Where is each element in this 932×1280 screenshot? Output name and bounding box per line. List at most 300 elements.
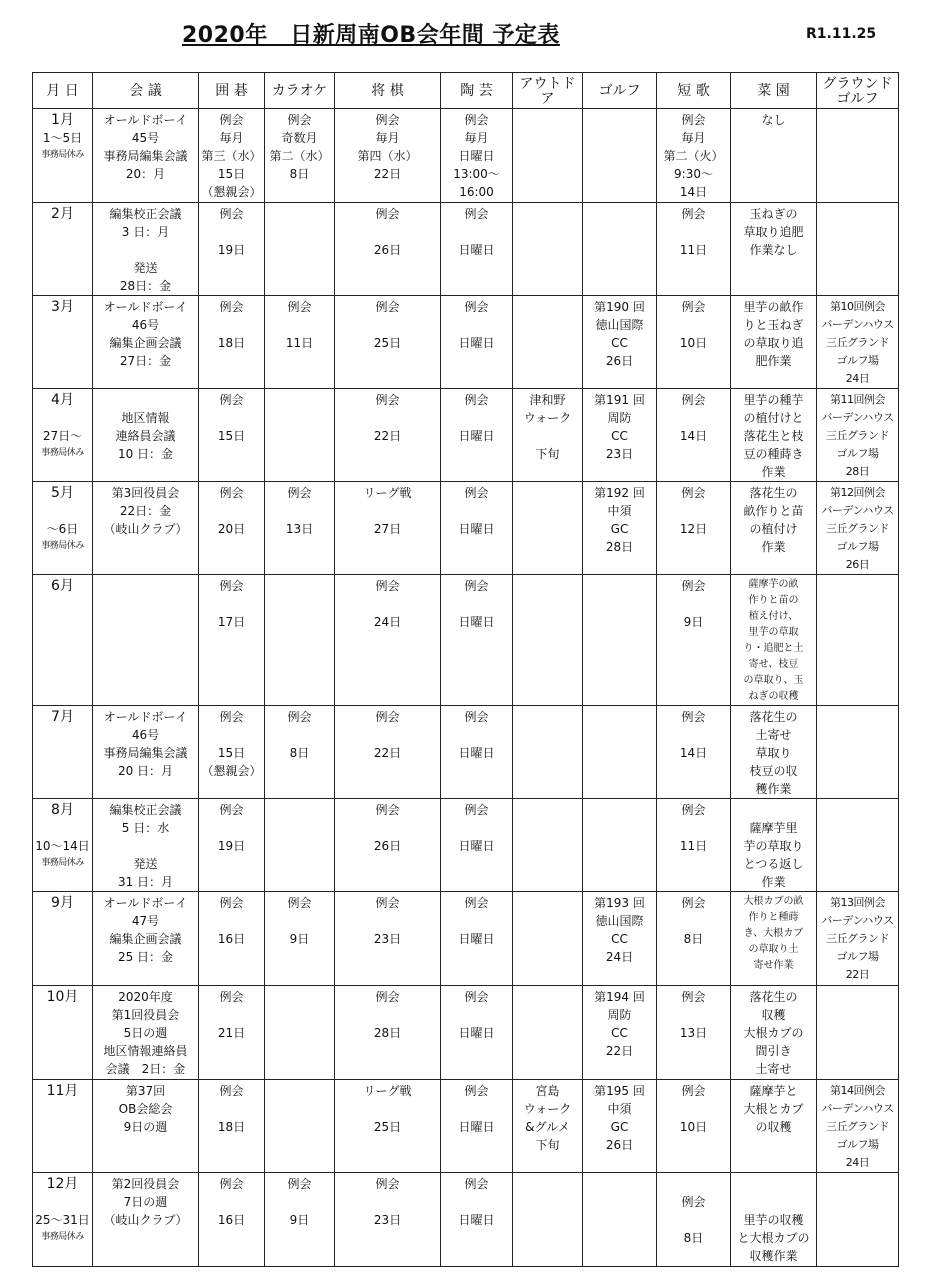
garden-line: の草取り土 — [748, 944, 799, 955]
ground-golf-line: 24日 — [845, 372, 870, 385]
karaoke-line — [266, 316, 333, 334]
month-cell — [33, 203, 93, 296]
pottery-line — [442, 819, 511, 837]
meeting-line: 45号 — [131, 131, 160, 145]
meeting-cell — [93, 575, 199, 706]
month-note: 27日〜 — [42, 429, 83, 443]
karaoke-line: 第二（水） — [269, 149, 330, 163]
pottery-line — [442, 223, 511, 241]
pottery-line: 16:00 — [459, 185, 494, 199]
pottery-line — [442, 595, 511, 613]
garden-cell — [731, 892, 817, 986]
month-note — [34, 502, 91, 520]
go-line: 例会 — [219, 300, 244, 314]
meeting-cell — [93, 203, 199, 296]
ground-golf-line: 三丘グランド — [826, 429, 889, 442]
tanka-line: 14日 — [679, 185, 708, 199]
golf-cell — [583, 892, 657, 986]
month-label: 6月 — [51, 578, 74, 594]
garden-line: 薩摩芋里 — [749, 821, 798, 835]
golf-line: CC — [611, 932, 628, 946]
tanka-line — [658, 316, 729, 334]
go-line — [200, 1006, 263, 1024]
pottery-line — [442, 316, 511, 334]
go-line: 例会 — [219, 113, 244, 127]
golf-line: 23日 — [605, 447, 634, 461]
shogi-cell — [335, 1173, 441, 1267]
garden-line — [732, 801, 815, 819]
ground-golf-cell — [817, 482, 899, 575]
golf-line: 周防 — [607, 1008, 632, 1022]
month-row — [33, 706, 899, 799]
garden-line: き、大根カブ — [743, 928, 804, 939]
ground-golf-cell — [817, 986, 899, 1080]
garden-line: 豆の種蒔き — [743, 447, 804, 461]
outdoor-line — [514, 427, 581, 445]
go-line: 15日 — [217, 746, 246, 760]
garden-cell — [731, 1173, 817, 1267]
pottery-line: 例会 — [464, 300, 489, 314]
karaoke-cell — [265, 892, 335, 986]
karaoke-line — [266, 912, 333, 930]
shogi-line: 22日 — [373, 167, 402, 181]
meeting-line: オールドボーイ — [103, 710, 188, 724]
schedule-table — [32, 72, 899, 1267]
ground-golf-line: バーデンハウス — [821, 504, 894, 517]
ground-golf-cell — [817, 389, 899, 482]
garden-line: 植え付け、 — [748, 611, 799, 622]
go-line: 例会 — [219, 710, 244, 724]
pottery-cell — [441, 389, 513, 482]
outdoor-line: 下旬 — [535, 1138, 560, 1152]
garden-line: 里芋の種芋 — [743, 393, 804, 407]
pottery-line — [442, 912, 511, 930]
shogi-line: 22日 — [373, 429, 402, 443]
meeting-line: オールドボーイ — [103, 896, 188, 910]
tanka-cell — [657, 482, 731, 575]
golf-line: 24日 — [605, 950, 634, 964]
month-cell — [33, 1080, 93, 1173]
ground-golf-line: ゴルフ場 — [836, 950, 879, 963]
pottery-cell — [441, 109, 513, 203]
month-row — [33, 203, 899, 296]
garden-line — [732, 1175, 815, 1193]
month-cell — [33, 986, 93, 1080]
pottery-line: 例会 — [464, 393, 489, 407]
meeting-line: （岐山クラブ） — [103, 1213, 188, 1227]
karaoke-line: 11日 — [285, 336, 314, 350]
month-note: 25〜31日 — [35, 1213, 90, 1227]
tanka-cell — [657, 986, 731, 1080]
pottery-line: 例会 — [464, 579, 489, 593]
go-cell — [199, 482, 265, 575]
ground-golf-line: バーデンハウス — [821, 318, 894, 331]
shogi-line — [336, 595, 439, 613]
month-label: 9月 — [51, 895, 74, 911]
shogi-line: 例会 — [375, 207, 400, 221]
karaoke-cell — [265, 482, 335, 575]
pottery-cell — [441, 1173, 513, 1267]
office-closed-note: 事務局休み — [41, 150, 84, 160]
ground-golf-line: ゴルフ場 — [836, 1138, 879, 1151]
meeting-line: 2020年度 — [118, 990, 173, 1004]
shogi-line: 例会 — [375, 1177, 400, 1191]
shogi-line: リーグ戦 — [363, 486, 412, 500]
golf-line: 周防 — [607, 411, 632, 425]
tanka-line — [658, 1006, 729, 1024]
pottery-cell — [441, 986, 513, 1080]
header-row — [33, 73, 899, 109]
shogi-line — [336, 1006, 439, 1024]
garden-line: の草取り追 — [743, 336, 804, 350]
tanka-line — [658, 595, 729, 613]
garden-line: 作業なし — [749, 243, 798, 257]
garden-line: 玉ねぎの — [749, 207, 798, 221]
tanka-line: 11日 — [679, 243, 708, 257]
ground-golf-cell — [817, 1173, 899, 1267]
garden-line: の収穫 — [755, 1120, 792, 1134]
garden-line: 里芋の畝作 — [743, 300, 804, 314]
meeting-line: 20：月 — [125, 167, 166, 181]
golf-line: 徳山国際 — [595, 914, 644, 928]
ground-golf-line: 第10回例会 — [830, 300, 885, 313]
shogi-line: 例会 — [375, 579, 400, 593]
go-cell — [199, 203, 265, 296]
shogi-cell — [335, 296, 441, 389]
meeting-line: オールドボーイ — [103, 300, 188, 314]
meeting-cell — [93, 706, 199, 799]
shogi-cell — [335, 706, 441, 799]
ground-golf-line: 第13回例会 — [830, 896, 885, 909]
meeting-line: 5日の週 — [123, 1026, 168, 1040]
office-closed-note: 事務局休み — [41, 858, 84, 868]
golf-cell — [583, 203, 657, 296]
go-line: 例会 — [219, 393, 244, 407]
karaoke-cell — [265, 1173, 335, 1267]
pottery-line: 例会 — [464, 207, 489, 221]
golf-cell — [583, 706, 657, 799]
tanka-line: 例会 — [681, 896, 706, 910]
garden-line: 里芋の草取 — [748, 627, 799, 638]
tanka-line: 8日 — [683, 1231, 704, 1245]
office-closed-note: 事務局休み — [41, 1232, 84, 1242]
tanka-line — [658, 1175, 729, 1193]
go-line: 19日 — [217, 839, 246, 853]
golf-line: 中須 — [607, 1102, 632, 1116]
outdoor-line: 下旬 — [535, 447, 560, 461]
garden-line: 里芋の収穫 — [743, 1213, 804, 1227]
tanka-line — [658, 1100, 729, 1118]
pottery-line: 日曜日 — [458, 932, 495, 946]
shogi-line — [336, 912, 439, 930]
outdoor-cell — [513, 1080, 583, 1173]
go-line: 例会 — [219, 207, 244, 221]
golf-line: 第191 回 — [594, 393, 645, 407]
tanka-line: 10日 — [679, 336, 708, 350]
meeting-line: 46号 — [131, 318, 160, 332]
tanka-line: 8日 — [683, 932, 704, 946]
go-cell — [199, 706, 265, 799]
garden-line: 作りと種蒔 — [748, 912, 799, 923]
meeting-cell — [93, 986, 199, 1080]
pottery-cell — [441, 799, 513, 892]
outdoor-cell — [513, 892, 583, 986]
golf-line: 26日 — [605, 1138, 634, 1152]
ground-golf-line: 第11回例会 — [830, 393, 885, 406]
go-line: 17日 — [217, 615, 246, 629]
golf-cell — [583, 296, 657, 389]
month-label: 2月 — [51, 206, 74, 222]
month-row — [33, 986, 899, 1080]
month-label: 1月 — [51, 112, 74, 128]
tanka-line: 例会 — [681, 990, 706, 1004]
pottery-cell — [441, 482, 513, 575]
shogi-line: 例会 — [375, 710, 400, 724]
garden-line: 落花生の — [749, 990, 798, 1004]
go-line — [200, 409, 263, 427]
month-note: 1〜5日 — [42, 131, 83, 145]
tanka-cell — [657, 109, 731, 203]
ground-golf-line: 三丘グランド — [826, 1120, 889, 1133]
tanka-cell — [657, 203, 731, 296]
karaoke-line: 例会 — [287, 896, 312, 910]
karaoke-cell — [265, 389, 335, 482]
pottery-cell — [441, 892, 513, 986]
office-closed-note: 事務局休み — [41, 541, 84, 551]
golf-line: 第192 回 — [594, 486, 645, 500]
garden-line — [732, 1193, 815, 1211]
karaoke-cell — [265, 799, 335, 892]
meeting-cell — [93, 482, 199, 575]
meeting-line — [94, 837, 197, 855]
tanka-cell — [657, 1080, 731, 1173]
shogi-line: 25日 — [373, 336, 402, 350]
meeting-cell — [93, 1173, 199, 1267]
shogi-line: 例会 — [375, 803, 400, 817]
go-line: 15日 — [217, 429, 246, 443]
month-cell — [33, 1173, 93, 1267]
shogi-line: 27日 — [373, 522, 402, 536]
shogi-line: 例会 — [375, 393, 400, 407]
golf-line: 第194 回 — [594, 990, 645, 1004]
tanka-line: 例会 — [681, 113, 706, 127]
golf-line: 26日 — [605, 354, 634, 368]
tanka-cell — [657, 706, 731, 799]
golf-cell — [583, 575, 657, 706]
ground-golf-line: 三丘グランド — [826, 522, 889, 535]
pottery-line — [442, 502, 511, 520]
month-cell — [33, 892, 93, 986]
month-cell — [33, 706, 93, 799]
month-row — [33, 482, 899, 575]
shogi-line: 23日 — [373, 1213, 402, 1227]
outdoor-line: 津和野 — [529, 393, 566, 407]
garden-cell — [731, 799, 817, 892]
tanka-cell — [657, 1173, 731, 1267]
golf-cell — [583, 389, 657, 482]
karaoke-line: 例会 — [287, 1177, 312, 1191]
karaoke-line: 例会 — [287, 710, 312, 724]
tanka-line — [658, 819, 729, 837]
header-go: 囲 碁 — [199, 73, 265, 109]
meeting-line: 31 日：月 — [117, 875, 174, 889]
garden-line: 肥作業 — [755, 354, 792, 368]
ground-golf-line: 第12回例会 — [830, 486, 885, 499]
go-line: 例会 — [219, 1084, 244, 1098]
header-pottery: 陶 芸 — [441, 73, 513, 109]
karaoke-cell — [265, 575, 335, 706]
karaoke-line: 8日 — [289, 167, 310, 181]
karaoke-line: 奇数月 — [281, 131, 318, 145]
go-cell — [199, 575, 265, 706]
garden-line: りと玉ねぎ — [743, 318, 804, 332]
month-row — [33, 1173, 899, 1267]
meeting-line: 10 日：金 — [117, 447, 174, 461]
meeting-line: 46号 — [131, 728, 160, 742]
header-shogi: 将 棋 — [335, 73, 441, 109]
shogi-line: 例会 — [375, 113, 400, 127]
go-line — [200, 595, 263, 613]
outdoor-cell — [513, 799, 583, 892]
shogi-line: 26日 — [373, 839, 402, 853]
pottery-line — [442, 1193, 511, 1211]
garden-line: り・追肥と土 — [743, 643, 804, 654]
shogi-line: 26日 — [373, 243, 402, 257]
month-row — [33, 799, 899, 892]
pottery-line: 日曜日 — [458, 243, 495, 257]
tanka-cell — [657, 892, 731, 986]
shogi-line — [336, 1100, 439, 1118]
go-line — [200, 726, 263, 744]
shogi-line: 28日 — [373, 1026, 402, 1040]
meeting-cell — [93, 109, 199, 203]
garden-line: ねぎの収穫 — [748, 691, 799, 702]
meeting-line — [94, 391, 197, 409]
pottery-line — [442, 726, 511, 744]
meeting-line: 第37回 — [125, 1084, 166, 1098]
golf-line: GC — [610, 1120, 629, 1134]
tanka-cell — [657, 296, 731, 389]
garden-line: 土寄せ — [755, 1062, 792, 1076]
ground-golf-cell — [817, 203, 899, 296]
pottery-line: 日曜日 — [458, 149, 495, 163]
shogi-cell — [335, 799, 441, 892]
meeting-line: 発送 — [133, 261, 158, 275]
tanka-line: 例会 — [681, 803, 706, 817]
shogi-cell — [335, 389, 441, 482]
meeting-line: 47号 — [131, 914, 160, 928]
meeting-line: OB会総会 — [118, 1102, 173, 1116]
shogi-line: 22日 — [373, 746, 402, 760]
garden-cell — [731, 109, 817, 203]
meeting-line: 編集企画会議 — [109, 932, 182, 946]
ground-golf-line: バーデンハウス — [821, 1102, 894, 1115]
garden-line: 収穫作業 — [749, 1249, 798, 1263]
garden-line: 間引き — [755, 1044, 792, 1058]
garden-line: 落花生と枝 — [743, 429, 804, 443]
shogi-line — [336, 502, 439, 520]
pottery-line: 例会 — [464, 803, 489, 817]
tanka-line: 9:30〜 — [674, 167, 713, 181]
garden-cell — [731, 706, 817, 799]
garden-line: 作業 — [761, 875, 786, 889]
go-line: 18日 — [217, 1120, 246, 1134]
go-line: 例会 — [219, 803, 244, 817]
pottery-cell — [441, 706, 513, 799]
outdoor-line: &グルメ — [525, 1120, 570, 1134]
go-line: 例会 — [219, 896, 244, 910]
tanka-line: 例会 — [681, 1084, 706, 1098]
tanka-line — [658, 1211, 729, 1229]
go-cell — [199, 1173, 265, 1267]
go-cell — [199, 109, 265, 203]
tanka-line: 第二（火） — [663, 149, 724, 163]
meeting-line: （岐山クラブ） — [103, 522, 188, 536]
karaoke-cell — [265, 706, 335, 799]
karaoke-cell — [265, 203, 335, 296]
month-row — [33, 1080, 899, 1173]
tanka-line — [658, 726, 729, 744]
tanka-line — [658, 223, 729, 241]
month-label: 7月 — [51, 709, 74, 725]
shogi-line — [336, 1193, 439, 1211]
ground-golf-line: バーデンハウス — [821, 411, 894, 424]
outdoor-cell — [513, 203, 583, 296]
garden-cell — [731, 482, 817, 575]
month-row — [33, 109, 899, 203]
header-ground-golf: グラウンド ゴルフ — [817, 73, 899, 109]
month-cell — [33, 482, 93, 575]
go-line: 20日 — [217, 522, 246, 536]
karaoke-cell — [265, 296, 335, 389]
ground-golf-cell — [817, 109, 899, 203]
garden-line: 落花生の — [749, 710, 798, 724]
month-row — [33, 389, 899, 482]
ground-golf-line: ゴルフ場 — [836, 354, 879, 367]
karaoke-line: 9日 — [289, 1213, 310, 1227]
meeting-line: 3 日：月 — [121, 225, 170, 239]
tanka-cell — [657, 575, 731, 706]
garden-line: 薩摩芋の畝 — [748, 579, 799, 590]
garden-line: 作りと苗の — [748, 595, 799, 606]
meeting-line: 5 日：水 — [121, 821, 170, 835]
ground-golf-line: 28日 — [845, 465, 870, 478]
pottery-line: 日曜日 — [458, 746, 495, 760]
shogi-cell — [335, 986, 441, 1080]
garden-cell — [731, 389, 817, 482]
meeting-line: 地区情報連絡員 — [103, 1044, 188, 1058]
tanka-line: 毎月 — [681, 131, 706, 145]
tanka-line: 例会 — [681, 393, 706, 407]
go-line: 19日 — [217, 243, 246, 257]
shogi-cell — [335, 575, 441, 706]
shogi-line: 例会 — [375, 990, 400, 1004]
pottery-line: 日曜日 — [458, 1213, 495, 1227]
pottery-line — [442, 409, 511, 427]
karaoke-cell — [265, 986, 335, 1080]
garden-cell — [731, 986, 817, 1080]
golf-line: 28日 — [605, 540, 634, 554]
tanka-line: 例会 — [681, 579, 706, 593]
tanka-line — [658, 409, 729, 427]
revision-date: R1.11.25 — [806, 26, 877, 42]
month-label: 3月 — [51, 299, 74, 315]
karaoke-line — [266, 726, 333, 744]
garden-line: 枝豆の収 — [749, 764, 798, 778]
go-line: 16日 — [217, 1213, 246, 1227]
tanka-cell — [657, 389, 731, 482]
pottery-cell — [441, 296, 513, 389]
